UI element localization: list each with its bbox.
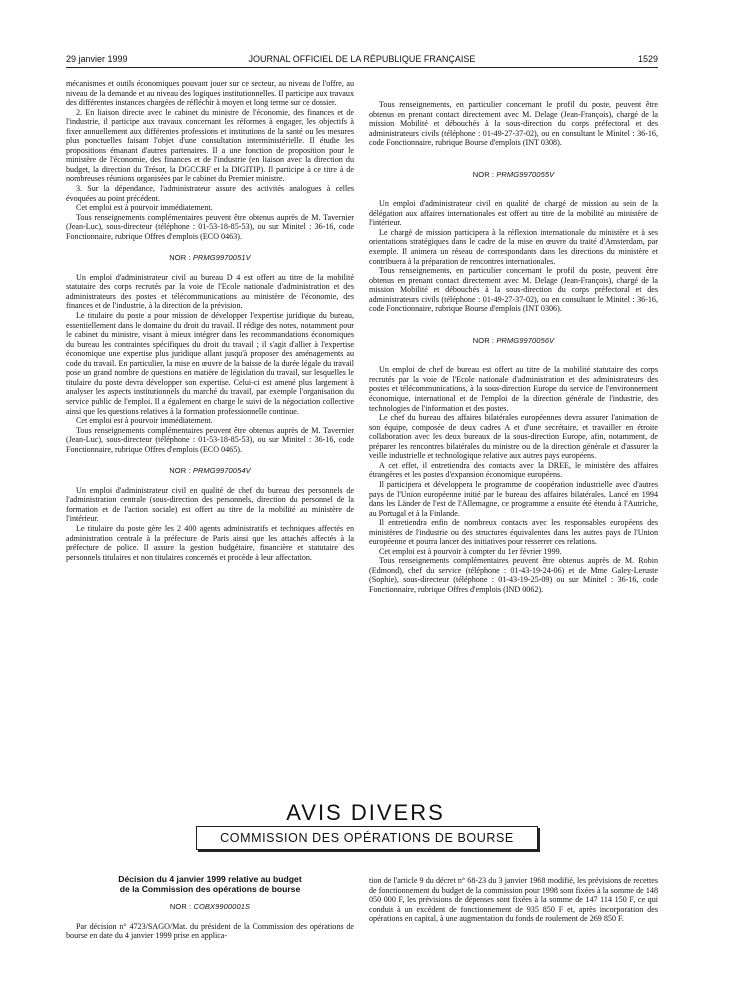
section-title: AVIS DIVERS bbox=[286, 800, 445, 825]
paragraph: Le chargé de mission participera à la réflexion internationale du ministère et à ses orientations stratégiques dans le cadre de la mise en œuvre du traité d'Amsterdam, par exemple. Il animera un réseau de correspondants dans les directions du ministère et contribuera à la préparation de rencontres internationales. bbox=[369, 227, 658, 266]
paragraph: Un emploi d'administrateur civil au bureau D 4 est offert au titre de la mobilité statutaire des corps recrutés par la voie de l'Ecole nationale d'administration et des administrateurs des postes et télécommunications au ministère de l'économie, des finances et de l'industrie, à la direction de la prévision. bbox=[66, 272, 354, 311]
nor-reference: NOR : PRMG9970056V bbox=[472, 335, 555, 345]
paragraph: Cet emploi est à pourvoir à compter du 1er février 1999. bbox=[379, 546, 562, 556]
decision-right bbox=[369, 876, 658, 924]
paragraph: 3. Sur la dépendance, l'administrateur assure des activités analogues à celles évoquées au point précédent. bbox=[66, 184, 354, 203]
paragraph: Le titulaire du poste a pour mission de développer l'expertise juridique du bureau, essentiellement dans le domaine du droit du travail. Il rédige des notes, notamment pour le cabinet du ministre, visant à mieux intégrer dans les recommandations économiques du bureau les contraintes spécifiques du droit du travail ; il s'agit d'allier à l'expertise économique une expertise plus juridique allant jusqu'à proposer des aménagements au code du travail. En particulier, la mise en œuvre de la baisse de la durée légale du travail pose un grand nombre de questions en matière de législation du travail, sur lesquelles le titulaire du poste devra développer son expertise. Celui-ci est amené plus largement à analyser les aspects institutionnels du marché du travail, par exemple l'organisation du service public de l'emploi. Il a également en charge le suivi de la négociation collective ainsi que les questions relatives à la formation professionnelle continue. bbox=[66, 311, 354, 416]
paragraph: Il entretiendra enfin de nombreux contacts avec les responsables européens des ministères de l'industrie ou des structures équivalentes dans les autres pays de l'Union européenne et pourra lancer des initiatives pour resserrer ces relations. bbox=[369, 518, 658, 547]
commission-heading-box: COMMISSION DES OPÉRATIONS DE BOURSE bbox=[196, 826, 538, 850]
paragraph: Cet emploi est à pourvoir immédiatement. bbox=[76, 416, 213, 426]
nor-reference: NOR : PRMG9970051V bbox=[169, 253, 251, 263]
paragraph: Un emploi de chef de bureau est offert au titre de la mobilité statutaire des corps recrutés par la voie de l'Ecole nationale d'administration et des administrateurs des postes et télécommunications, à la sous-direction Europe du service de l'environnement économique, international et de l'emploi de la direction générale de l'industrie, des technologies de l'information et des postes. bbox=[369, 365, 658, 413]
paragraph: Tous renseignements, en particulier concernant le profil du poste, peuvent être obtenus en prenant contact directement avec M. Delage (Jean-François), chargé de la mission Mobilité et débouchés à la sous-direction du corps préfectoral et des administrateurs civils (téléphone : 01-49-27-37-02), ou en consultant le Minitel : 36-16, code Fonctionnaire, rubrique Bourse d'emplois (INT 0308). bbox=[369, 100, 658, 148]
decision-title-line-2: de la Commission des opérations de bourse bbox=[119, 883, 301, 894]
paragraph: Tous renseignements complémentaires peuvent être obtenus auprès de M. Tavernier (Jean-Luc), sous-directeur (téléphone : 01-53-18-85-53), ou sur Minitel : 36-16, code Fonctionnaire, rubrique Offres d'emplois (ECO 0465). bbox=[66, 425, 354, 454]
paragraph: Le titulaire du poste gère les 2 400 agents administratifs et techniques affectés en administration centrale à la préfecture de Paris ainsi que les attachés affectés à la préfecture de police. Il assure la gestion budgétaire, financière et statutaire des personnels titulaires et non titulaires concernés et procède à leur affectation. bbox=[66, 523, 354, 562]
paragraph: Un emploi d'administrateur civil en qualité de chef du bureau des personnels de l'administration centrale (sous-direction des personnels, direction du personnel de la formation et de l'action sociale) est offert au titre de la mobilité au ministère de l'intérieur. bbox=[66, 485, 354, 524]
header-rule bbox=[66, 67, 658, 68]
paragraph: mécanismes et outils économiques pouvant jouer sur ce secteur, au niveau de l'offre, au niveau de la demande et au niveau des logiques institutionnelles. Il participe aux travaux des différentes instances chargées de réfléchir à moyen et long terme sur ce dossier. bbox=[66, 79, 354, 108]
decision-left bbox=[66, 875, 354, 941]
paragraph: Le chef du bureau des affaires bilatérales européennes devra assurer l'animation de son équipe, composée de deux cadres A et d'une secrétaire, et travailler en étroite collaboration avec les deux bureaux de la sous-direction Europe, afin, notamment, de préparer les rencontres bilatérales du ministre ou de la direction générale et d'assurer la veille industrielle et technologique relative aux autres pays européens. bbox=[369, 413, 658, 461]
decision-nor: NOR : COBX9900001S bbox=[169, 902, 251, 912]
header-date: 29 janvier 1999 bbox=[66, 54, 128, 64]
paragraph: Tous renseignements complémentaires peuvent être obtenus auprès de M. Tavernier (Jean-Luc), sous-directeur (téléphone : 01-53-18-85-53), ou sur Minitel : 36-16, code Fonctionnaire, rubrique Offres d'emplois (ECO 0463). bbox=[66, 212, 354, 241]
left-column bbox=[66, 79, 354, 562]
nor-reference: NOR : PRMG9970055V bbox=[472, 169, 555, 179]
decision-text-right: tion de l'article 9 du décret n° 68-23 du 3 janvier 1968 modifié, les prévisions de recettes de fonctionnement du budget de la commission pour 1998 sont fixées à la somme de 148 050 000 F, les prévisions de dépenses sont fixées à la somme de 147 114 150 F, ce qui conduit à un excédent de fonctionnement de 935 850 F et, après incorporation des opérations en capital, à une augmentation du fonds de roulement de 269 850 F. bbox=[369, 876, 658, 924]
page-header bbox=[66, 54, 658, 68]
paragraph: A cet effet, il entretiendra des contacts avec la DREE, le ministère des affaires étrangères et les postes d'expansion économique européens. bbox=[369, 460, 658, 480]
decision-text-left: Par décision n° 4723/SAGO/Mat. du président de la Commission des opérations de bourse en date du 4 janvier 1999 prise en applica- bbox=[66, 921, 354, 941]
header-journal-title: JOURNAL OFFICIEL DE LA RÉPUBLIQUE FRANÇAISE bbox=[248, 54, 476, 64]
nor-reference: NOR : PRMG9970054V bbox=[169, 466, 251, 476]
paragraph: 2. En liaison directe avec le cabinet du ministre de l'économie, des finances et de l'industrie, il participe aux travaux concernant les réformes à engager, les objectifs à fixer annuellement aux différentes professions et institutions de la santé ou les mesures plus ponctuelles faisant l'objet d'une consultation interministérielle. Il étudie les propositions émanant d'autres partenaires. Il a une fonction de proposition pour le ministère de l'économie, des finances et de l'industrie (en liaison avec la direction du budget, la direction du Trésor, la DGCCRF et la DIGITIP). Il participe à ce titre à de nombreuses réunions organisées par le cabinet du Premier ministre. bbox=[66, 107, 354, 184]
decision-title-line-1: Décision du 4 janvier 1999 relative au budget bbox=[118, 874, 302, 884]
paragraph: Il participera et développera le programme de coopération industrielle avec d'autres pays de l'Union européenne initié par le bureau des affaires bilatérales. Lancé en 1994 dans les Länder de l'est de l'Allemagne, ce programme a ensuite été étendu à l'Autriche, au Portugal et à la Finlande. bbox=[369, 479, 658, 518]
paragraph: Cet emploi est à pourvoir immédiatement. bbox=[76, 203, 213, 213]
paragraph: Tous renseignements complémentaires peuvent être obtenus auprès de M. Robin (Edmond), chef du service (téléphone : 01-43-19-24-06) et de Mme Galey-Leruste (Sophie), sous-directeur (téléphone : 01-43-19-25-09) ou sur Minitel : 36-16, code Fonctionnaire, rubrique Offres d'emplois (IND 0062). bbox=[369, 556, 658, 594]
paragraph: Un emploi d'administrateur civil en qualité de chargé de mission au sein de la délégation aux affaires internationales est offert au titre de la mobilité au ministère de l'intérieur. bbox=[369, 199, 658, 228]
right-column bbox=[369, 100, 658, 595]
header-page-number: 1529 bbox=[637, 54, 658, 64]
paragraph: Tous renseignements, en particulier concernant le profil du poste, peuvent être obtenus en prenant contact directement avec M. Delage (Jean-François), chargé de la mission Mobilité et débouchés à la sous-direction du corps préfectoral et des administrateurs civils (téléphone : 01-49-27-37-02), ou en consultant le Minitel : 36-16, code Fonctionnaire, rubrique Bourse d'emplois (INT 0306). bbox=[369, 266, 658, 314]
